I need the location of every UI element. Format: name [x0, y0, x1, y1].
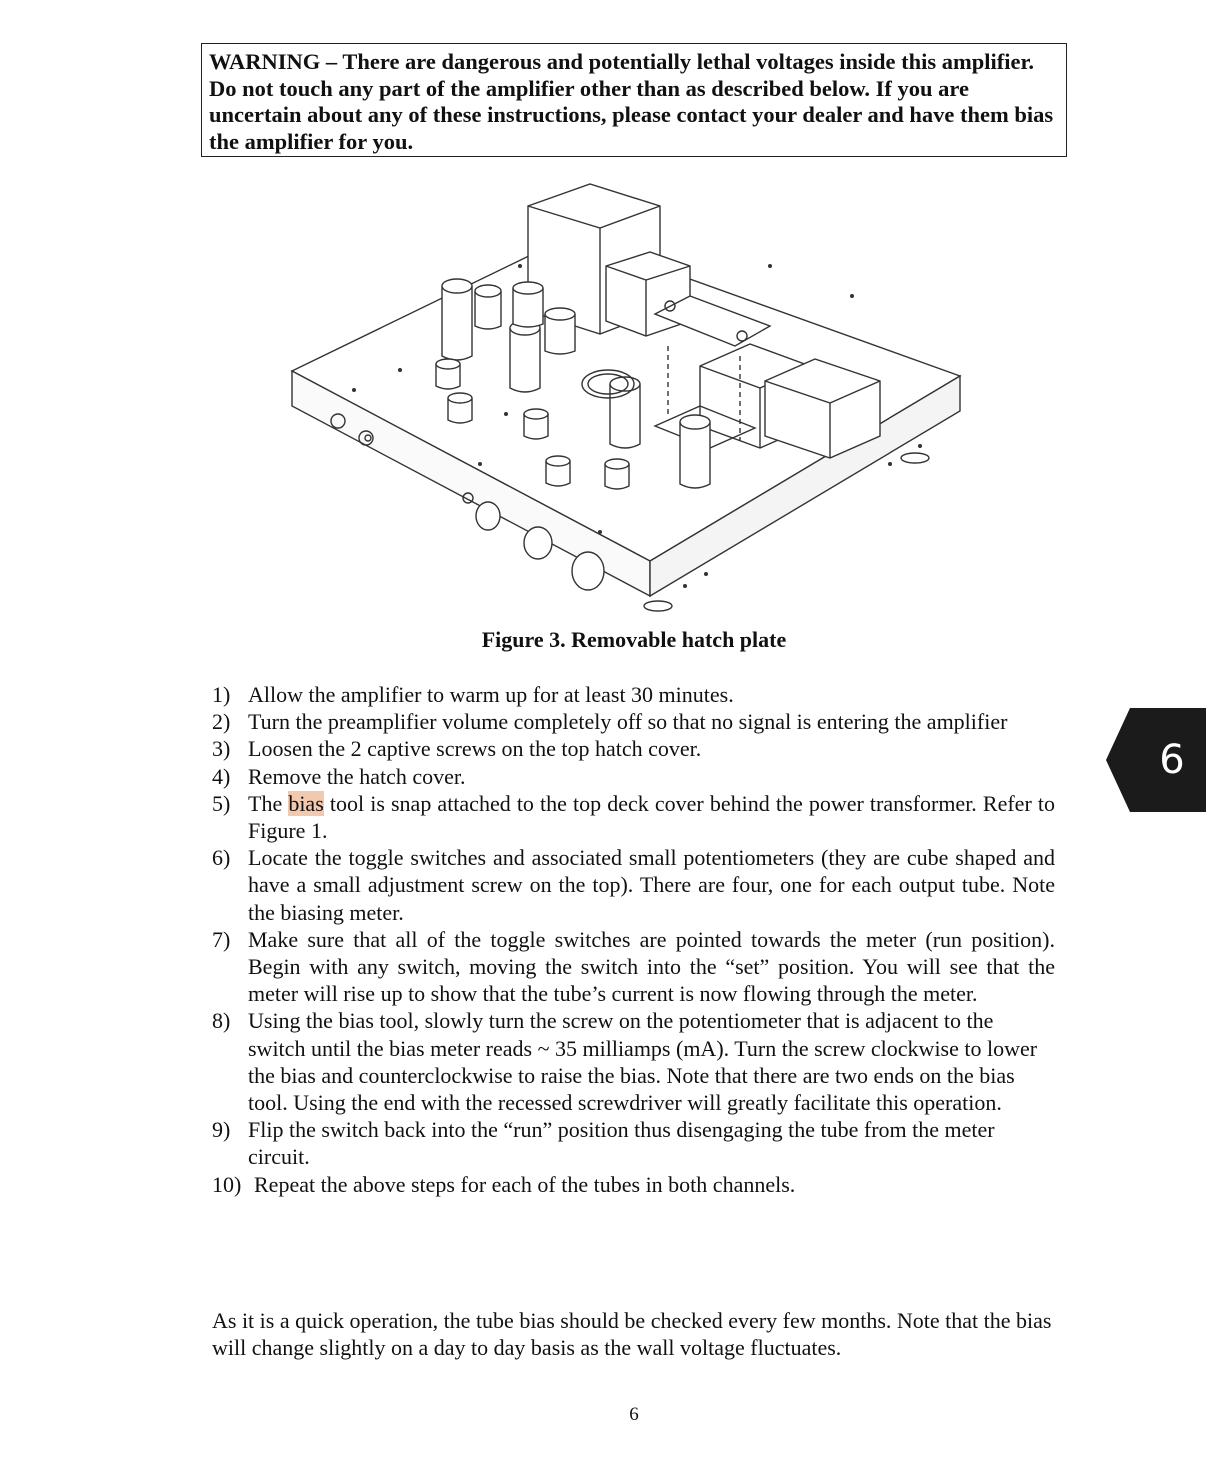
step-text: Remove the hatch cover.: [248, 763, 466, 789]
list-item: [212, 735, 1055, 762]
step-text: Turn the preamplifier volume completely off so that no signal is entering the amplifier: [248, 709, 1008, 735]
step-number: 2): [212, 709, 231, 735]
chapter-tab-label: 6: [1159, 737, 1185, 783]
step-number: 10): [212, 1171, 242, 1197]
list-item: [212, 708, 1055, 735]
figure-caption: Figure 3. Removable hatch plate: [481, 627, 787, 652]
step-number: 7): [212, 926, 231, 952]
list-item: [212, 790, 1055, 844]
step-number: 1): [212, 682, 231, 707]
page-number: 6: [629, 1404, 639, 1425]
amplifier-illustration: [270, 166, 970, 626]
list-item: [212, 1116, 1055, 1170]
step-text: Allow the amplifier to warm up for at least 30 minutes.: [248, 682, 734, 707]
step-number: 9): [212, 1117, 231, 1143]
list-item: [212, 1007, 1055, 1116]
list-item: [212, 681, 1055, 708]
step-number: 6): [212, 845, 231, 871]
step-number: 4): [212, 763, 231, 789]
step-text: Flip the switch back into the “run” position thus disengaging the tube from the meter circuit.: [248, 1117, 995, 1170]
closing-paragraph: As it is a quick operation, the tube bias should be checked every few months. Note that the bias will change slightly on a day to day basis as the wall voltage fluctuates.: [212, 1308, 1052, 1361]
step-text-after: tool is snap attached to the top deck cover behind the power transformer. Refer to Figure 1.: [248, 790, 1055, 844]
warning-box: [201, 43, 1067, 157]
step-text-before: The: [248, 790, 289, 816]
step-number: 8): [212, 1008, 231, 1034]
step-text: Repeat the above steps for each of the tubes in both channels.: [254, 1171, 796, 1197]
bias-steps-list: [212, 681, 1055, 1198]
step-text: Make sure that all of the toggle switches are pointed towards the meter (run position). Begin with any switch, moving the switch into the “set” position. You will see that the meter will rise up to show that the tube’s current is now flowing through the meter.: [248, 926, 1055, 1007]
warning-text: WARNING – There are dangerous and potentially lethal voltages inside this amplifier. Do not touch any part of the amplifier other than as described below. If you are uncertain about any of these instructions, please contact your dealer and have them bias the amplifier for you.: [209, 49, 1054, 154]
step-number: 5): [212, 790, 231, 816]
step-number: 3): [212, 736, 231, 762]
step-text: Loosen the 2 captive screws on the top hatch cover.: [248, 736, 702, 762]
list-item: [212, 763, 1055, 790]
highlighted-word: bias: [288, 790, 324, 816]
list-item: [212, 1171, 1055, 1198]
step-text: Locate the toggle switches and associated small potentiometers (they are cube shaped and have a small adjustment screw on the top). There are four, one for each output tube. Note the biasing meter.: [248, 845, 1055, 925]
list-item: [212, 844, 1055, 926]
step-text: Using the bias tool, slowly turn the screw on the potentiometer that is adjacent to the switch until the bias meter reads ~ 35 milliamps (mA). Turn the screw clockwise to lower the bias and counterclockwise to raise the bias. Note that there are two ends on the bias tool. Using the end with the recessed screwdriver will greatly facilitate this operation.: [248, 1008, 1038, 1116]
list-item: [212, 926, 1055, 1008]
